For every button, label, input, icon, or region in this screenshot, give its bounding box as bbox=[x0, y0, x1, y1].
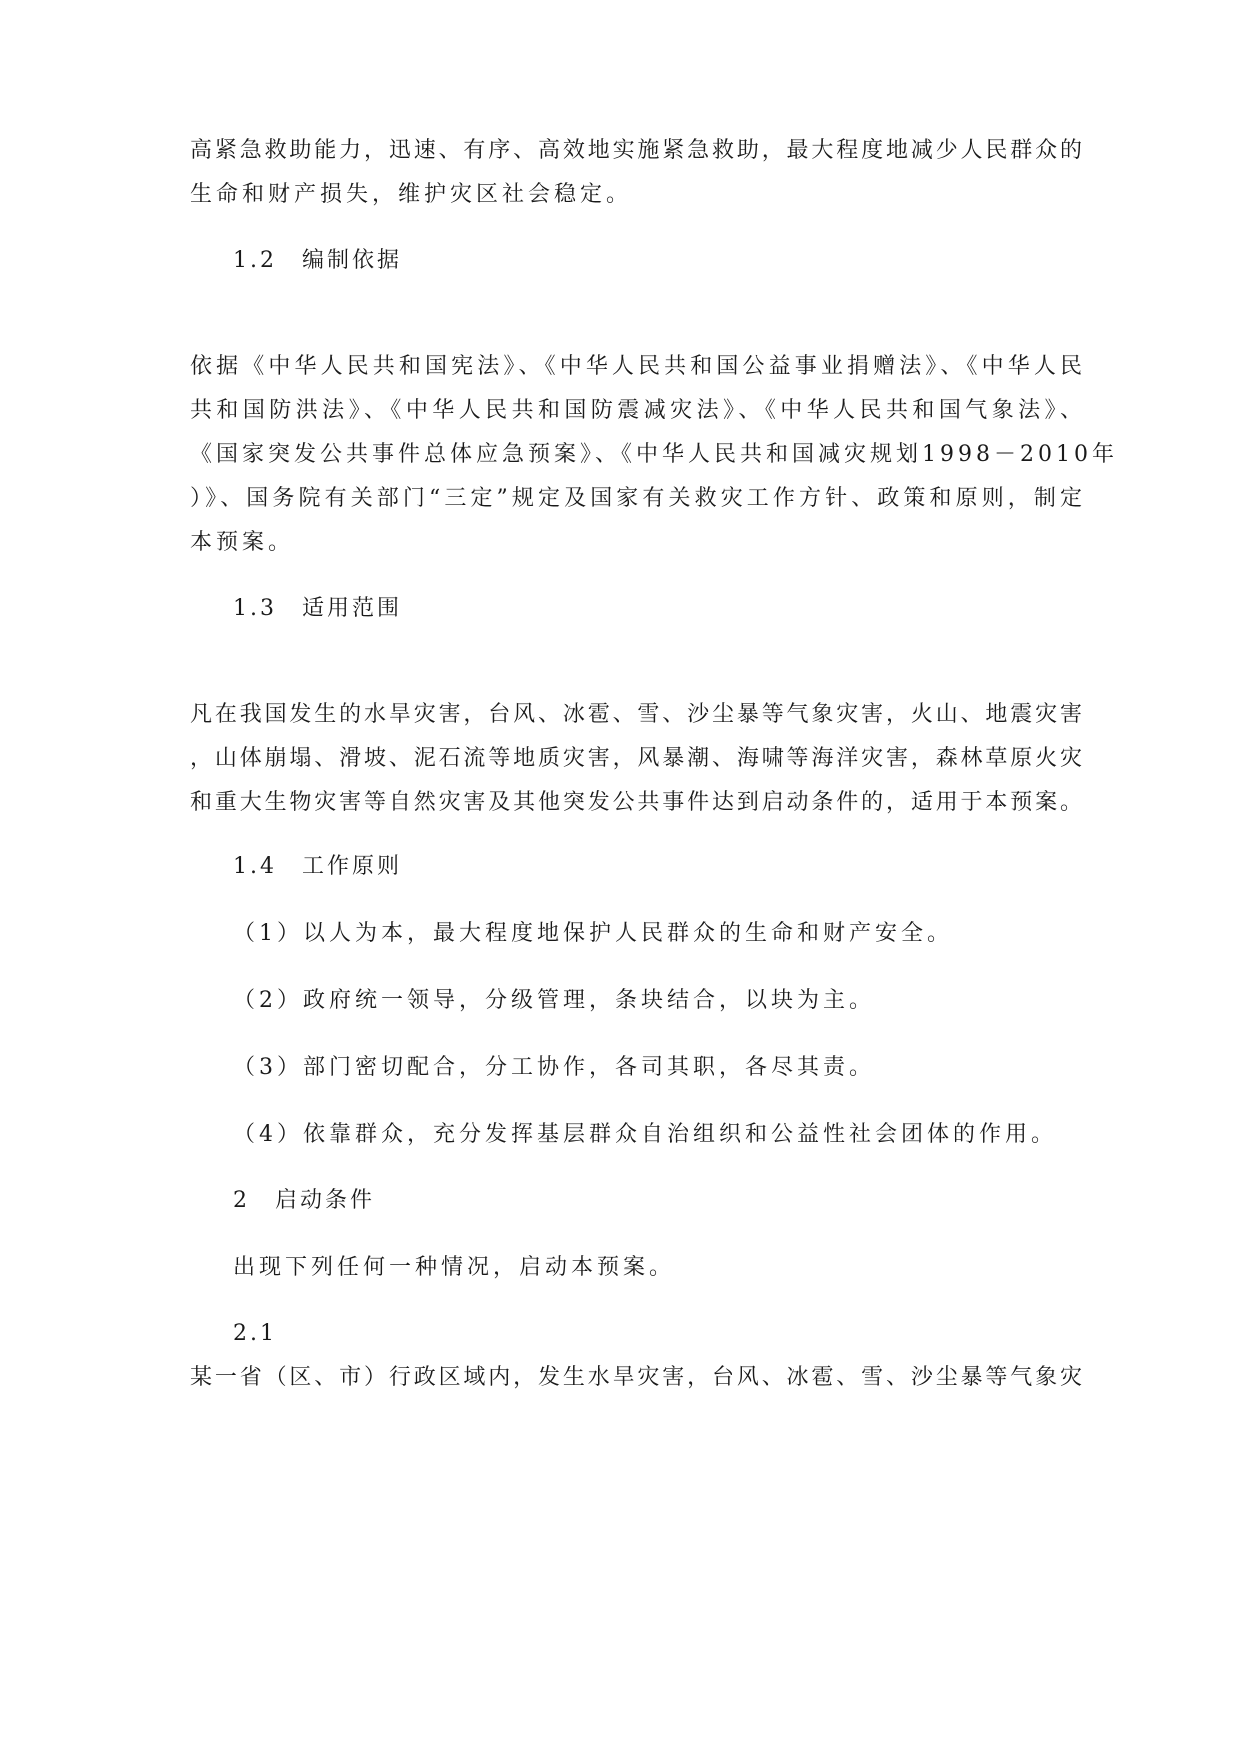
principle-item: （3）部门密切配合，分工协作，各司其职，各尽其责。 bbox=[233, 1055, 875, 1080]
principle-item: （1）以人为本，最大程度地保护人民群众的生命和财产安全。 bbox=[233, 921, 953, 946]
principle-item: （2）政府统一领导，分级管理，条块结合，以块为主。 bbox=[233, 988, 875, 1013]
paragraph-line: ，山体崩塌、滑坡、泥石流等地质灾害，风暴潮、海啸等海洋灾害，森林草原火灾 bbox=[190, 746, 1082, 771]
paragraph-line: 《国家突发公共事件总体应急预案》、《中华人民共和国减灾规划1998－2010年 bbox=[190, 442, 1118, 467]
section-heading-1-4: 1.4 工作原则 bbox=[233, 854, 402, 879]
paragraph-line: 本预案。 bbox=[190, 530, 295, 555]
paragraph-line: 高紧急救助能力，迅速、有序、高效地实施紧急救助，最大程度地减少人民群众的 bbox=[190, 138, 1082, 163]
paragraph-line: 生命和财产损失，维护灾区社会稳定。 bbox=[190, 182, 633, 207]
principle-item: （4）依靠群众，充分发挥基层群众自治组织和公益性社会团体的作用。 bbox=[233, 1122, 1057, 1147]
paragraph-line: 某一省（区、市）行政区域内，发生水旱灾害，台风、冰雹、雪、沙尘暴等气象灾 bbox=[190, 1365, 1082, 1390]
paragraph-line: 共和国防洪法》、《中华人民共和国防震减灾法》、《中华人民共和国气象法》、 bbox=[190, 398, 1082, 423]
paragraph-line: 凡在我国发生的水旱灾害，台风、冰雹、雪、沙尘暴等气象灾害，火山、地震灾害 bbox=[190, 702, 1082, 727]
section-heading-2-1: 2.1 bbox=[233, 1321, 277, 1346]
paragraph-line: ）》、国务院有关部门“三定”规定及国家有关救灾工作方针、政策和原则，制定 bbox=[190, 486, 1082, 511]
section-heading-2: 2 启动条件 bbox=[233, 1188, 375, 1213]
paragraph-line: 和重大生物灾害等自然灾害及其他突发公共事件达到启动条件的，适用于本预案。 bbox=[190, 790, 1082, 815]
section-heading-1-3: 1.3 适用范围 bbox=[233, 596, 402, 621]
paragraph-line: 依据《中华人民共和国宪法》、《中华人民共和国公益事业捐赠法》、《中华人民 bbox=[190, 354, 1082, 379]
section-heading-1-2: 1.2 编制依据 bbox=[233, 248, 402, 273]
paragraph-line: 出现下列任何一种情况，启动本预案。 bbox=[233, 1255, 676, 1280]
